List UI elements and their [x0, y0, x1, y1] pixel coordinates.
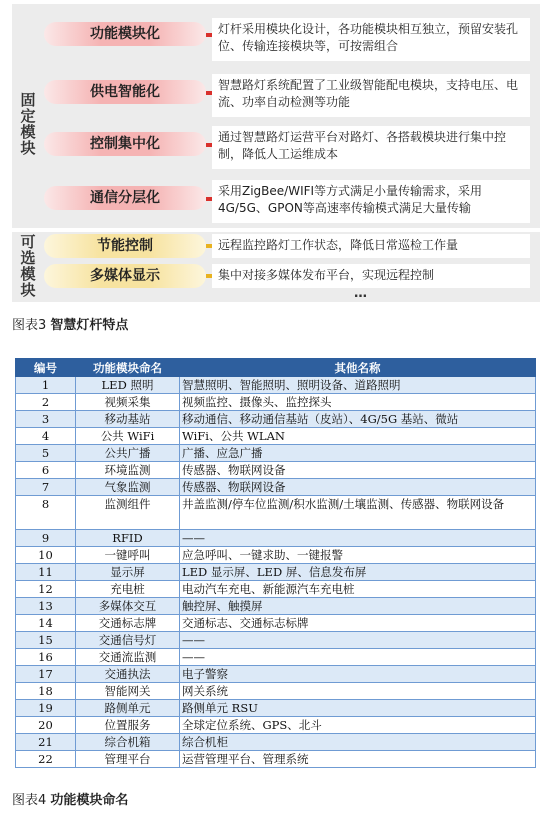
table-row: [16, 462, 536, 479]
table-row: [16, 717, 536, 734]
cell-number: 18: [16, 683, 76, 700]
cell-number: 20: [16, 717, 76, 734]
feature-pill-power: 供电智能化: [44, 80, 206, 104]
cell-module-name: 交通流监测: [76, 649, 180, 666]
feature-pill-control: 控制集中化: [44, 132, 206, 156]
figure3-caption: [12, 314, 128, 333]
cell-number: 13: [16, 598, 76, 615]
feature-desc-power: 智慧路灯系统配置了工业级智能配电模块，支持电压、电流、功率自动检测等功能: [212, 74, 530, 117]
cell-other-names: 网关系统: [180, 683, 536, 700]
fixed-modules-label: 固 定 模 块: [20, 91, 36, 157]
header-module-name: 功能模块命名: [76, 359, 180, 377]
cell-module-name: LED 照明: [76, 377, 180, 394]
cell-other-names: 电动汽车充电、新能源汽车充电桩: [180, 581, 536, 598]
cell-number: 10: [16, 547, 76, 564]
cell-module-name: 智能网关: [76, 683, 180, 700]
cell-other-names: 综合机柜: [180, 734, 536, 751]
cell-other-names: 触控屏、触摸屏: [180, 598, 536, 615]
cell-module-name: 交通执法: [76, 666, 180, 683]
cell-other-names: 智慧照明、智能照明、照明设备、道路照明: [180, 377, 536, 394]
table-row: [16, 428, 536, 445]
table-row: [16, 734, 536, 751]
feature-pill-modular: 功能模块化: [44, 22, 206, 46]
cell-module-name: 交通信号灯: [76, 632, 180, 649]
table-row: [16, 530, 536, 547]
cell-module-name: 位置服务: [76, 717, 180, 734]
table-row: [16, 377, 536, 394]
cell-number: 8: [16, 496, 76, 530]
cell-number: 2: [16, 394, 76, 411]
cell-other-names: ——: [180, 649, 536, 666]
cell-other-names: WiFi、公共 WLAN: [180, 428, 536, 445]
cell-module-name: 一键呼叫: [76, 547, 180, 564]
cell-other-names: ——: [180, 632, 536, 649]
cell-other-names: 路侧单元 RSU: [180, 700, 536, 717]
cell-number: 5: [16, 445, 76, 462]
table-row: [16, 683, 536, 700]
cell-number: 7: [16, 479, 76, 496]
cell-other-names: 传感器、物联网设备: [180, 462, 536, 479]
figure3-caption-prefix: 图表3: [12, 318, 47, 333]
cell-module-name: 管理平台: [76, 751, 180, 768]
table-row: [16, 411, 536, 428]
cell-module-name: 监测组件: [76, 496, 180, 530]
cell-module-name: 气象监测: [76, 479, 180, 496]
header-other-names: 其他名称: [180, 359, 536, 377]
cell-number: 14: [16, 615, 76, 632]
figure4-caption-prefix: 图表4: [12, 793, 47, 808]
table-header-row: [16, 359, 536, 377]
figure4-caption-title: 功能模块命名: [50, 793, 129, 808]
table-row: [16, 649, 536, 666]
table-row: [16, 547, 536, 564]
cell-other-names: 视频监控、摄像头、监控探头: [180, 394, 536, 411]
cell-number: 4: [16, 428, 76, 445]
table-row: [16, 445, 536, 462]
feature-pill-energy-saving: 节能控制: [44, 234, 206, 258]
more-ellipsis: …: [354, 286, 368, 301]
header-number: 编号: [16, 359, 76, 377]
cell-other-names: ——: [180, 530, 536, 547]
cell-module-name: 公共广播: [76, 445, 180, 462]
table-row: [16, 632, 536, 649]
table-row: [16, 564, 536, 581]
cell-module-name: 视频采集: [76, 394, 180, 411]
cell-other-names: 移动通信、移动通信基站（皮站）、4G/5G 基站、微站: [180, 411, 536, 428]
cell-module-name: 移动基站: [76, 411, 180, 428]
feature-pill-multimedia: 多媒体显示: [44, 264, 206, 288]
table-row: [16, 598, 536, 615]
cell-other-names: 广播、应急广播: [180, 445, 536, 462]
cell-number: 16: [16, 649, 76, 666]
cell-number: 15: [16, 632, 76, 649]
feature-desc-energy-saving: 远程监控路灯工作状态，降低日常巡检工作量: [212, 234, 530, 258]
table-row: [16, 615, 536, 632]
cell-other-names: LED 显示屏、LED 屏、信息发布屏: [180, 564, 536, 581]
cell-module-name: 综合机箱: [76, 734, 180, 751]
table-row: [16, 496, 536, 530]
cell-other-names: 应急呼叫、一键求助、一键报警: [180, 547, 536, 564]
smart-pole-features-figure: [12, 4, 540, 302]
cell-module-name: RFID: [76, 530, 180, 547]
module-naming-table: [15, 358, 536, 768]
cell-number: 1: [16, 377, 76, 394]
cell-number: 21: [16, 734, 76, 751]
table-row: [16, 700, 536, 717]
cell-number: 11: [16, 564, 76, 581]
cell-other-names: 运营管理平台、管理系统: [180, 751, 536, 768]
cell-module-name: 公共 WiFi: [76, 428, 180, 445]
table-row: [16, 581, 536, 598]
group-divider: [12, 228, 540, 232]
cell-number: 22: [16, 751, 76, 768]
cell-module-name: 交通标志牌: [76, 615, 180, 632]
cell-other-names: 交通标志、交通标志标牌: [180, 615, 536, 632]
optional-modules-label: 可 选 模 块: [20, 233, 36, 299]
cell-module-name: 显示屏: [76, 564, 180, 581]
cell-module-name: 路侧单元: [76, 700, 180, 717]
table-row: [16, 394, 536, 411]
cell-number: 17: [16, 666, 76, 683]
feature-desc-modular: 灯杆采用模块化设计，各功能模块相互独立，预留安装孔位、传输连接模块等，可按需组合: [212, 18, 530, 61]
cell-other-names: 全球定位系统、GPS、北斗: [180, 717, 536, 734]
feature-pill-communication: 通信分层化: [44, 186, 206, 210]
table-row: [16, 751, 536, 768]
cell-number: 6: [16, 462, 76, 479]
feature-desc-communication: 采用ZigBee/WIFI等方式满足小量传输需求，采用4G/5G、GPON等高速率传输模式满足大量传输: [212, 180, 530, 223]
table-row: [16, 479, 536, 496]
cell-number: 12: [16, 581, 76, 598]
cell-module-name: 环境监测: [76, 462, 180, 479]
cell-number: 3: [16, 411, 76, 428]
feature-desc-multimedia: 集中对接多媒体发布平台，实现远程控制: [212, 264, 530, 288]
cell-other-names: 传感器、物联网设备: [180, 479, 536, 496]
cell-other-names: 电子警察: [180, 666, 536, 683]
figure4-caption: [12, 789, 128, 808]
cell-number: 19: [16, 700, 76, 717]
figure3-caption-title: 智慧灯杆特点: [50, 318, 129, 333]
cell-module-name: 充电桩: [76, 581, 180, 598]
cell-other-names: 井盖监测/停车位监测/积水监测/土壤监测、传感器、物联网设备: [180, 496, 536, 530]
table-row: [16, 666, 536, 683]
cell-module-name: 多媒体交互: [76, 598, 180, 615]
cell-number: 9: [16, 530, 76, 547]
feature-desc-control: 通过智慧路灯运营平台对路灯、各搭载模块进行集中控制，降低人工运维成本: [212, 126, 530, 169]
